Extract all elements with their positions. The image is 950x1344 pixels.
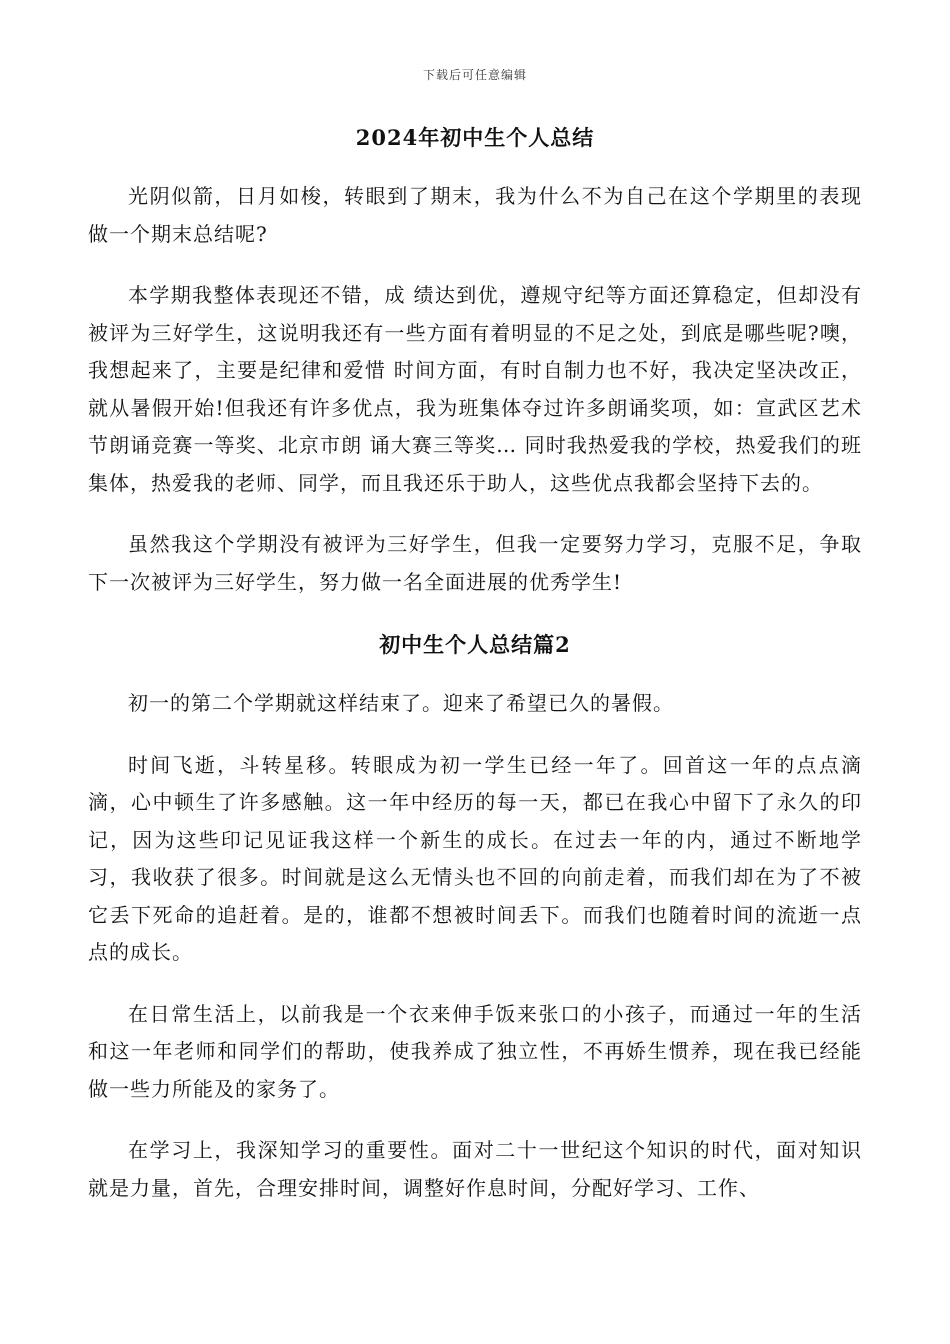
section1-paragraph-3: 虽然我这个学期没有被评为三好学生，但我一定要努力学习，克服不足，争取下一次被评为三好学生，努力做一名全面进展的优秀学生! xyxy=(88,532,862,594)
document-body xyxy=(88,118,862,1231)
section2-paragraph-3: 在日常生活上，以前我是一个衣来伸手饭来张口的小孩子，而通过一年的生活和这一年老师和同学们的帮助，使我养成了独立性，不再娇生惯养，现在我已经能做一些力所能及的家务了。 xyxy=(88,1001,862,1101)
section1-paragraph-1: 光阴似箭，日月如梭，转眼到了期末，我为什么不为自己在这个学期里的表现做一个期末总结呢? xyxy=(88,184,862,246)
section2-title: 初中生个人总结篇2 xyxy=(379,632,571,657)
section1-title: 2024年初中生个人总结 xyxy=(355,125,595,150)
section2-paragraph-2: 时间飞逝，斗转星移。转眼成为初一学生已经一年了。回首这一年的点点滴滴，心中顿生了许多感触。这一年中经历的每一天，都已在我心中留下了永久的印记，因为这些印记见证我这样一个新生的成长。在过去一年的内，通过不断地学习，我收获了很多。时间就是这么无情头也不回的向前走着，而我们却在为了不被它丢下死命的追赶着。是的，谁都不想被时间丢下。而我们也随着时间的流逝一点点的成长。 xyxy=(88,752,862,964)
section2-paragraph-4: 在学习上，我深知学习的重要性。面对二十一世纪这个知识的时代，面对知识就是力量，首先，合理安排时间，调整好作息时间，分配好学习、工作、 xyxy=(88,1138,862,1200)
section1-paragraph-2: 本学期我整体表现还不错，成 绩达到优，遵规守纪等方面还算稳定，但却没有被评为三好学生，这说明我还有一些方面有着明显的不足之处，到底是哪些呢?噢，我想起来了，主要是纪律和爱惜 时间方面，有时自制力也不好，我决定坚决改正，就从暑假开始!但我还有许多优点，我为班集体夺过许多朗诵奖项，如：宣武区艺术节朗诵竞赛一等奖、北京市朗 诵大赛三等奖… 同时我热爱我的学校，热爱我们的班集体，热爱我的老师、同学，而且我还乐于助人，这些优点我都会坚持下去的。 xyxy=(88,283,862,495)
section2-paragraph-1: 初一的第二个学期就这样结束了。迎来了希望已久的暑假。 xyxy=(128,691,674,715)
header-note: 下载后可任意编辑 xyxy=(422,68,527,82)
